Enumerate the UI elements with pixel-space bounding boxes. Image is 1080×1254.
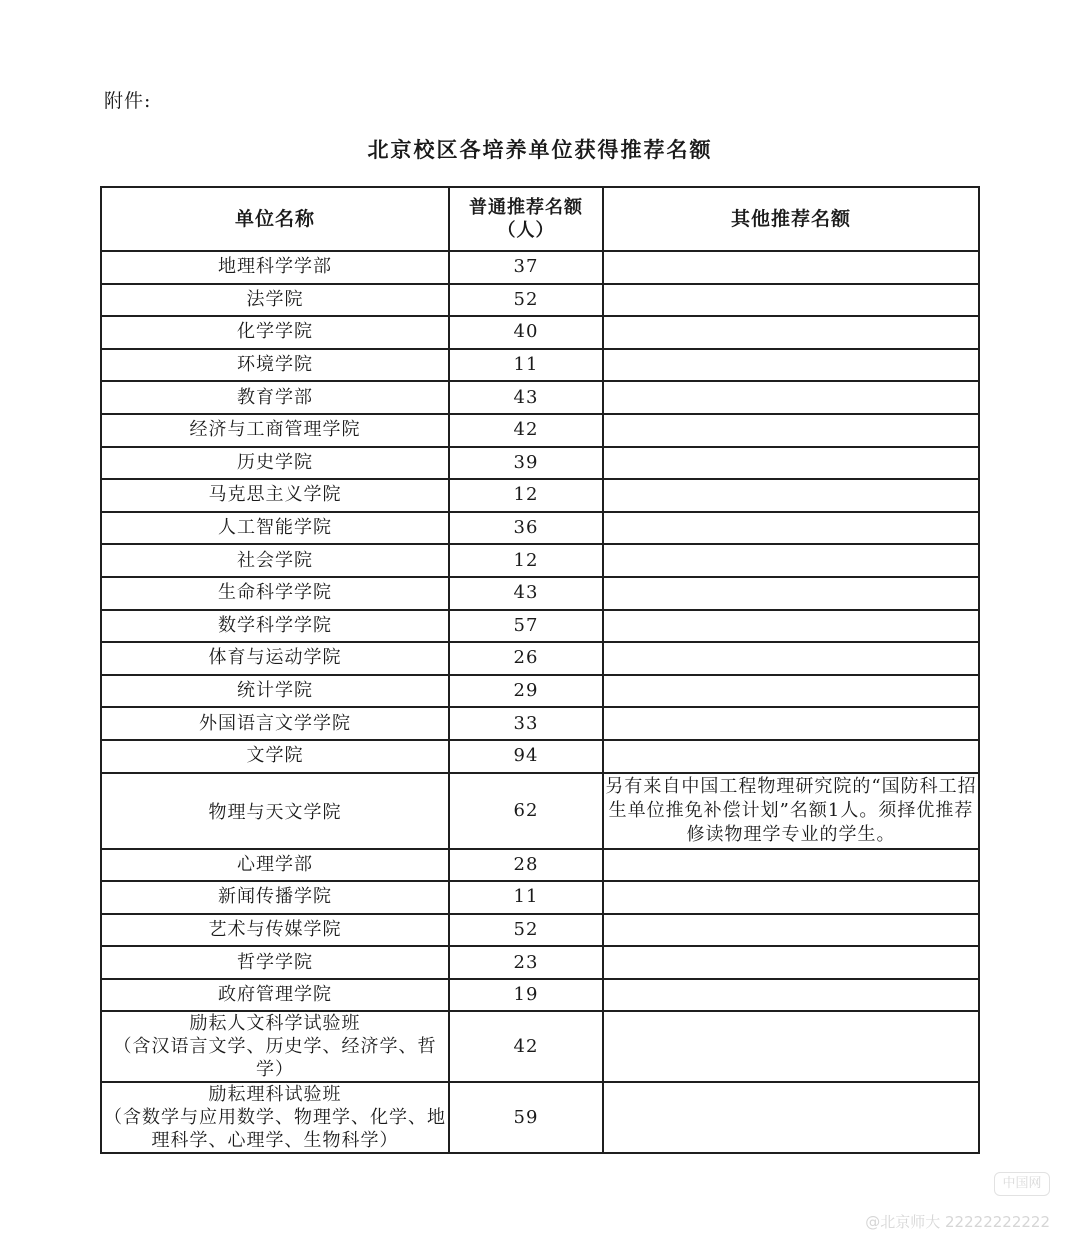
unit-name-cell: 心理学部: [101, 849, 449, 882]
quota-cell: 11: [449, 881, 603, 914]
unit-name-cell: 文学院: [101, 740, 449, 773]
table-row: [101, 316, 979, 349]
quota-table: [100, 186, 980, 1154]
unit-name-cell: 环境学院: [101, 349, 449, 382]
table-row: [101, 251, 979, 284]
quota-cell: 40: [449, 316, 603, 349]
unit-name-cell: 哲学学院: [101, 946, 449, 979]
other-quota-note: 另有来自中国工程物理研究院的“国防科工招生单位推免补偿计划”名额1人。须择优推荐修读物理学专业的学生。: [603, 773, 979, 849]
header-regular-quota-line1: 普通推荐名额: [469, 197, 583, 218]
other-quota-cell: [603, 849, 979, 882]
table-row: [101, 447, 979, 480]
other-quota-cell: [603, 349, 979, 382]
other-quota-cell: [603, 642, 979, 675]
header-regular-quota: [449, 187, 603, 251]
quota-cell: 37: [449, 251, 603, 284]
other-quota-cell: [603, 479, 979, 512]
other-quota-cell: [603, 251, 979, 284]
other-quota-cell: [603, 979, 979, 1012]
unit-name-cell: 法学院: [101, 284, 449, 317]
unit-name-cell: 化学学院: [101, 316, 449, 349]
table-row: [101, 544, 979, 577]
unit-name-cell: 马克思主义学院: [101, 479, 449, 512]
unit-name-cell: [101, 1011, 449, 1082]
program-includes: （含汉语言文学、历史学、经济学、哲学）: [113, 1036, 437, 1081]
unit-name-cell: 体育与运动学院: [101, 642, 449, 675]
quota-cell: 23: [449, 946, 603, 979]
quota-cell: 19: [449, 979, 603, 1012]
watermark-logo: 中国网: [994, 1172, 1050, 1196]
quota-cell: 36: [449, 512, 603, 545]
other-quota-cell: [603, 512, 979, 545]
other-quota-cell: [603, 577, 979, 610]
header-other-quota: 其他推荐名额: [603, 187, 979, 251]
other-quota-cell: [603, 946, 979, 979]
unit-name-cell: 数学科学学院: [101, 610, 449, 643]
table-row: [101, 881, 979, 914]
quota-cell: 26: [449, 642, 603, 675]
unit-name-cell: 地理科学学部: [101, 251, 449, 284]
other-quota-cell: [603, 1011, 979, 1082]
header-regular-quota-unit: （人）: [497, 220, 555, 241]
quota-cell: 52: [449, 284, 603, 317]
table-row: [101, 773, 979, 849]
unit-name-cell: 人工智能学院: [101, 512, 449, 545]
other-quota-cell: [603, 707, 979, 740]
quota-cell: 12: [449, 544, 603, 577]
table-row: [101, 349, 979, 382]
document-title: 北京校区各培养单位获得推荐名额: [367, 137, 713, 162]
table-header-row: [101, 187, 979, 251]
table-row: [101, 1011, 979, 1082]
table-row: [101, 577, 979, 610]
program-includes: （含数学与应用数学、物理学、化学、地理科学、心理学、生物科学）: [104, 1107, 446, 1152]
table-row: [101, 675, 979, 708]
other-quota-cell: [603, 316, 979, 349]
table-row: [101, 707, 979, 740]
table-row: [101, 479, 979, 512]
table-row: [101, 414, 979, 447]
other-quota-cell: [603, 740, 979, 773]
watermark-text: @北京师大 22222222222: [865, 1213, 1050, 1231]
quota-cell: 62: [449, 773, 603, 849]
table-row: [101, 512, 979, 545]
header-unit-name: 单位名称: [101, 187, 449, 251]
quota-cell: 28: [449, 849, 603, 882]
quota-cell: 43: [449, 381, 603, 414]
unit-name-cell: 外国语言文学学院: [101, 707, 449, 740]
table-row: [101, 914, 979, 947]
unit-name-cell: 社会学院: [101, 544, 449, 577]
other-quota-cell: [603, 544, 979, 577]
other-quota-cell: [603, 414, 979, 447]
quota-cell: 42: [449, 414, 603, 447]
other-quota-cell: [603, 675, 979, 708]
table-row: [101, 946, 979, 979]
unit-name-cell: 统计学院: [101, 675, 449, 708]
quota-cell: 42: [449, 1011, 603, 1082]
other-quota-cell: [603, 881, 979, 914]
other-quota-cell: [603, 1082, 979, 1153]
quota-cell: 12: [449, 479, 603, 512]
quota-cell: 59: [449, 1082, 603, 1153]
program-name: 励耘理科试验班: [208, 1084, 342, 1106]
unit-name-cell: 教育学部: [101, 381, 449, 414]
quota-cell: 29: [449, 675, 603, 708]
other-quota-cell: [603, 381, 979, 414]
unit-name-cell: 政府管理学院: [101, 979, 449, 1012]
quota-cell: 39: [449, 447, 603, 480]
table-row: [101, 610, 979, 643]
table-row: [101, 849, 979, 882]
unit-name-cell: 艺术与传媒学院: [101, 914, 449, 947]
table-row: [101, 284, 979, 317]
quota-cell: 33: [449, 707, 603, 740]
table-row: [101, 1082, 979, 1153]
table-row: [101, 381, 979, 414]
unit-name-cell: [101, 1082, 449, 1153]
table-row: [101, 642, 979, 675]
quota-cell: 94: [449, 740, 603, 773]
attachment-label: 附件:: [104, 90, 152, 112]
other-quota-cell: [603, 610, 979, 643]
quota-cell: 52: [449, 914, 603, 947]
quota-cell: 11: [449, 349, 603, 382]
unit-name-cell: 经济与工商管理学院: [101, 414, 449, 447]
program-name: 励耘人文科学试验班: [189, 1013, 361, 1035]
table-row: [101, 979, 979, 1012]
unit-name-cell: 物理与天文学院: [101, 773, 449, 849]
other-quota-cell: [603, 284, 979, 317]
other-quota-cell: [603, 914, 979, 947]
unit-name-cell: 新闻传播学院: [101, 881, 449, 914]
unit-name-cell: 历史学院: [101, 447, 449, 480]
unit-name-cell: 生命科学学院: [101, 577, 449, 610]
quota-cell: 43: [449, 577, 603, 610]
table-row: [101, 740, 979, 773]
quota-cell: 57: [449, 610, 603, 643]
other-quota-cell: [603, 447, 979, 480]
